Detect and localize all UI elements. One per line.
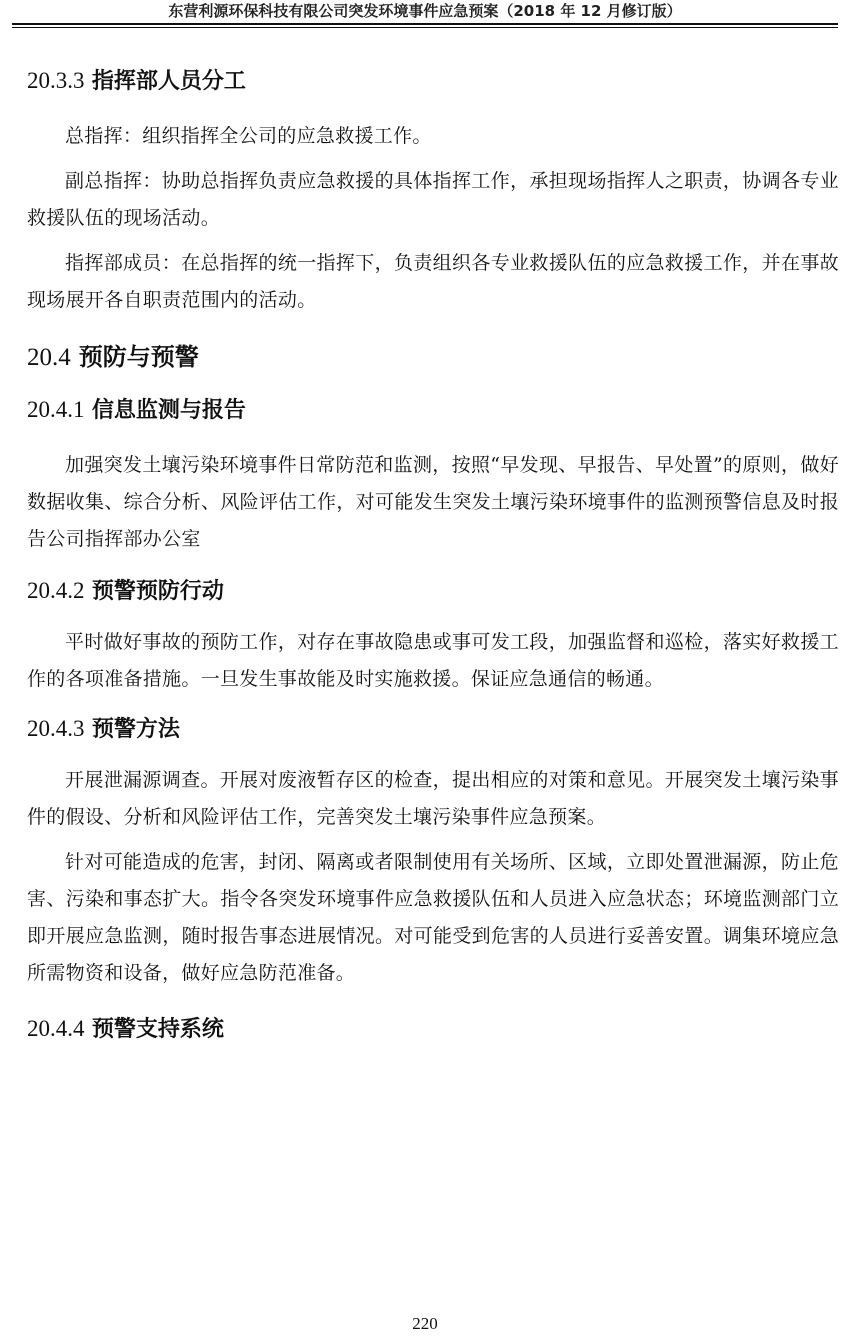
heading-title: 预警支持系统	[91, 1017, 224, 1042]
heading-number: 20.4.3	[27, 716, 85, 741]
heading-number: 20.3.3	[27, 68, 85, 93]
heading-number: 20.4.1	[27, 397, 85, 422]
page-content	[27, 56, 839, 1046]
heading-title: 预警预防行动	[91, 579, 224, 604]
heading-20-4-1	[27, 393, 839, 427]
paragraph: 副总指挥：协助总指挥负责应急救援的具体指挥工作，承担现场指挥人之职责，协调各专业救援队伍的现场活动。	[27, 170, 839, 229]
paragraph: 开展泄漏源调查。开展对废液暂存区的检查，提出相应的对策和意见。开展突发土壤污染事件的假设、分析和风险评估工作，完善突发土壤污染事件应急预案。	[27, 769, 839, 828]
header-rule-thin	[12, 27, 838, 28]
heading-number: 20.4	[27, 344, 71, 371]
heading-20-4	[27, 339, 839, 375]
page-number: 220	[412, 1314, 438, 1333]
heading-number: 20.4.4	[27, 1016, 85, 1041]
running-header: 东营利源环保科技有限公司突发环境事件应急预案（2018 年 12 月修订版）	[168, 2, 682, 20]
paragraph: 加强突发土壤污染环境事件日常防范和监测，按照“早发现、早报告、早处置”的原则，做好数据收集、综合分析、风险评估工作，对可能发生突发土壤污染环境事件的监测预警信息及时报告公司指挥部办公室	[27, 454, 839, 550]
paragraph: 总指挥：组织指挥全公司的应急救援工作。	[65, 125, 432, 147]
heading-number: 20.4.2	[27, 578, 85, 603]
heading-title: 指挥部人员分工	[91, 69, 246, 94]
paragraph: 指挥部成员：在总指挥的统一指挥下，负责组织各专业救援队伍的应急救援工作，并在事故现场展开各自职责范围内的活动。	[27, 252, 839, 311]
paragraph: 针对可能造成的危害，封闭、隔离或者限制使用有关场所、区域，立即处置泄漏源，防止危害、污染和事态扩大。指令各突发环境事件应急救援队伍和人员进入应急状态；环境监测部门立即开展应急监测，随时报告事态进展情况。对可能受到危害的人员进行妥善安置。调集环境应急所需物资和设备，做好应急防范准备。	[27, 851, 839, 984]
heading-title: 信息监测与报告	[91, 398, 246, 423]
header-rule	[12, 23, 838, 25]
heading-20-4-3	[27, 712, 839, 746]
heading-20-4-2	[27, 574, 839, 608]
heading-title: 预警方法	[91, 717, 180, 742]
heading-title: 预防与预警	[78, 343, 199, 371]
paragraph: 平时做好事故的预防工作，对存在事故隐患或事可发工段，加强监督和巡检，落实好救援工作的各项准备措施。一旦发生事故能及时实施救援。保证应急通信的畅通。	[27, 631, 839, 690]
heading-20-3-3	[27, 64, 839, 98]
heading-20-4-4	[27, 1012, 839, 1046]
